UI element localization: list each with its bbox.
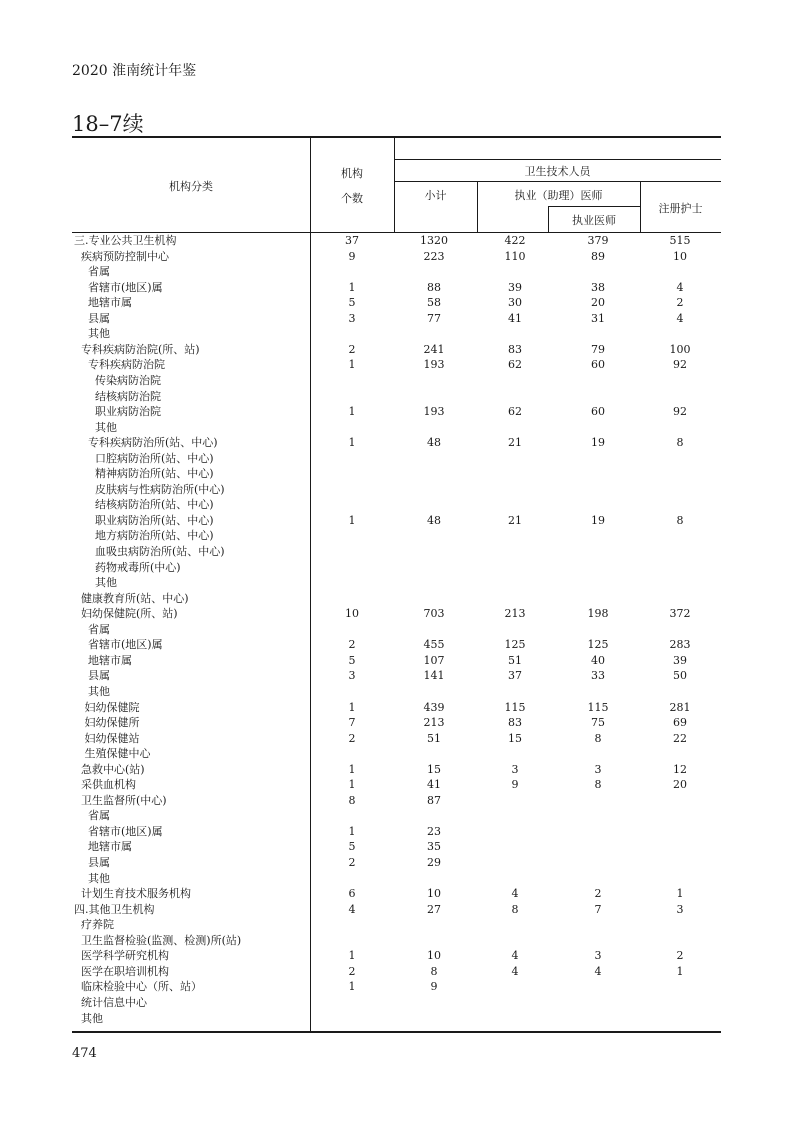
cell-subtotal: 241	[423, 342, 445, 356]
table-row	[72, 342, 721, 358]
row-label: 妇幼保健院(所、站)	[81, 607, 178, 621]
cell-registered-nurse: 92	[673, 358, 687, 372]
cell-registered-nurse: 4	[676, 280, 684, 294]
cell-subtotal: 88	[427, 280, 441, 294]
table-row	[72, 731, 721, 747]
cell-registered-nurse: 10	[673, 249, 687, 263]
table-row	[72, 668, 721, 684]
table-row	[72, 357, 721, 373]
cell-institution-count: 1	[348, 405, 356, 419]
cell-institution-count: 2	[348, 856, 356, 869]
row-label: 传染病防治院	[95, 373, 161, 387]
header-licensed-doctor: 执业医师	[572, 214, 616, 227]
table-row	[72, 513, 721, 529]
cell-licensed-doctor: 115	[587, 700, 609, 714]
row-label: 省辖市(地区)属	[88, 638, 163, 652]
table-row	[72, 575, 721, 591]
cell-physician: 41	[508, 311, 522, 325]
cell-institution-count: 1	[348, 762, 356, 776]
table-row	[72, 746, 721, 762]
table-row	[72, 824, 721, 840]
cell-physician: 62	[508, 358, 522, 372]
cell-physician: 115	[504, 700, 526, 714]
row-label: 急救中心(站)	[81, 762, 145, 776]
cell-licensed-doctor: 198	[587, 607, 609, 621]
row-label: 其他	[95, 420, 117, 434]
cell-institution-count: 2	[348, 964, 356, 978]
row-label: 四.其他卫生机构	[74, 902, 155, 916]
row-label: 疾病预防控制中心	[81, 249, 169, 263]
cell-institution-count: 7	[348, 716, 356, 730]
row-label: 省属	[88, 809, 110, 823]
cell-subtotal: 77	[427, 311, 441, 325]
cell-registered-nurse: 22	[673, 731, 687, 745]
cell-registered-nurse: 39	[673, 653, 687, 667]
row-label: 生殖保健中心	[84, 747, 151, 761]
cell-physician: 4	[511, 949, 519, 963]
cell-physician: 51	[508, 653, 522, 667]
table-row	[72, 933, 721, 949]
table-row	[72, 560, 721, 576]
cell-institution-count: 9	[348, 249, 356, 263]
cell-physician: 15	[508, 731, 522, 745]
row-label: 妇幼保健所	[84, 716, 140, 730]
cell-licensed-doctor: 8	[594, 731, 602, 745]
row-label: 统计信息中心	[81, 995, 147, 1009]
cell-subtotal: 455	[423, 638, 445, 652]
cell-institution-count: 5	[348, 653, 356, 667]
cell-licensed-doctor: 31	[591, 311, 605, 325]
cell-licensed-doctor: 33	[591, 669, 605, 683]
cell-licensed-doctor: 19	[591, 436, 605, 450]
table-row	[72, 793, 721, 809]
table-bottom-rule	[72, 1031, 721, 1033]
cell-institution-count: 3	[348, 669, 356, 683]
cell-registered-nurse: 1	[676, 964, 684, 978]
cell-physician: 39	[508, 280, 522, 294]
cell-registered-nurse: 100	[669, 342, 691, 356]
row-label: 疗养院	[81, 918, 114, 932]
table-row	[72, 373, 721, 389]
table-row	[72, 902, 721, 918]
cell-subtotal: 23	[427, 824, 441, 838]
cell-registered-nurse: 2	[676, 949, 684, 963]
table-row	[72, 964, 721, 980]
cell-institution-count: 4	[348, 902, 356, 916]
row-label: 省辖市(地区)属	[88, 280, 163, 294]
header-divider-count	[394, 138, 395, 232]
cell-subtotal: 15	[427, 762, 441, 776]
table-row	[72, 249, 721, 265]
cell-subtotal: 48	[427, 513, 441, 527]
cell-licensed-doctor: 125	[587, 638, 609, 652]
cell-licensed-doctor: 4	[594, 964, 602, 978]
cell-physician: 21	[508, 436, 522, 450]
table-row	[72, 622, 721, 638]
cell-institution-count: 5	[348, 840, 356, 854]
cell-institution-count: 1	[348, 358, 356, 372]
table-row	[72, 886, 721, 902]
cell-physician: 30	[508, 296, 522, 310]
cell-institution-count: 2	[348, 342, 356, 356]
table-row	[72, 1011, 721, 1027]
row-label: 县属	[88, 311, 110, 325]
header-physician: 执业（助理）医师	[514, 189, 603, 202]
cell-institution-count: 1	[348, 436, 356, 450]
row-label: 地方病防治所(站、中心)	[95, 529, 214, 543]
row-label: 省辖市(地区)属	[88, 824, 163, 838]
row-label: 医学科学研究机构	[81, 949, 169, 963]
row-label: 卫生监督所(中心)	[81, 793, 167, 807]
row-label: 精神病防治所(站、中心)	[95, 467, 214, 481]
cell-physician: 83	[508, 342, 522, 356]
cell-licensed-doctor: 38	[591, 280, 605, 294]
table-row	[72, 777, 721, 793]
cell-licensed-doctor: 19	[591, 513, 605, 527]
row-label: 其他	[88, 327, 110, 341]
row-label: 其他	[95, 576, 117, 590]
table-row	[72, 871, 721, 887]
table-row	[72, 420, 721, 436]
row-label: 其他	[88, 871, 110, 885]
row-label: 地辖市属	[88, 653, 132, 667]
cell-institution-count: 37	[345, 234, 359, 247]
row-label: 地辖市属	[88, 840, 132, 854]
cell-physician: 213	[504, 607, 526, 621]
table-row	[72, 544, 721, 560]
cell-subtotal: 8	[430, 964, 438, 978]
cell-subtotal: 107	[423, 653, 445, 667]
row-label: 其他	[88, 684, 110, 698]
cell-licensed-doctor: 3	[594, 949, 602, 963]
row-label: 专科疾病防治院(所、站)	[81, 342, 200, 356]
header-registered-nurse: 注册护士	[658, 202, 703, 215]
table-row	[72, 528, 721, 544]
cell-registered-nurse: 20	[673, 778, 687, 792]
row-label: 临床检验中心（所、站）	[81, 980, 202, 994]
cell-subtotal: 29	[427, 856, 441, 869]
cell-subtotal: 193	[423, 358, 445, 372]
cell-physician: 4	[511, 964, 519, 978]
cell-subtotal: 439	[423, 700, 445, 714]
cell-subtotal: 10	[427, 887, 441, 901]
cell-physician: 3	[511, 762, 519, 776]
cell-subtotal: 27	[427, 902, 441, 916]
cell-physician: 110	[504, 249, 526, 263]
cell-physician: 83	[508, 716, 522, 730]
cell-institution-count: 3	[348, 311, 356, 325]
cell-institution-count: 10	[345, 607, 359, 621]
header-category: 机构分类	[169, 180, 213, 193]
cell-institution-count: 1	[348, 778, 356, 792]
cell-physician: 37	[508, 669, 522, 683]
table-row	[72, 591, 721, 607]
row-label: 地辖市属	[88, 296, 132, 310]
cell-subtotal: 223	[423, 249, 445, 263]
cell-registered-nurse: 283	[669, 638, 691, 652]
cell-institution-count: 6	[348, 887, 356, 901]
running-head: 2020 淮南统计年鉴	[72, 63, 197, 79]
row-label: 皮肤病与性病防治所(中心)	[95, 482, 225, 496]
cell-registered-nurse: 8	[676, 436, 684, 450]
header-health-tech-staff: 卫生技术人员	[524, 165, 591, 178]
row-label: 县属	[88, 856, 110, 869]
row-label: 专科疾病防治院	[88, 358, 165, 372]
row-label: 省属	[88, 622, 110, 636]
cell-registered-nurse: 3	[676, 902, 684, 916]
cell-physician: 8	[511, 902, 519, 916]
row-label: 卫生监督检验(监测、检测)所(站)	[81, 933, 242, 947]
table-row	[72, 451, 721, 467]
cell-institution-count: 2	[348, 638, 356, 652]
cell-physician: 4	[511, 887, 519, 901]
table-row	[72, 466, 721, 482]
cell-institution-count: 1	[348, 280, 356, 294]
cell-institution-count: 1	[348, 949, 356, 963]
cell-licensed-doctor: 3	[594, 762, 602, 776]
row-label: 计划生育技术服务机构	[81, 887, 191, 901]
row-label: 口腔病防治所(站、中心)	[95, 451, 214, 465]
table-row	[72, 917, 721, 933]
cell-subtotal: 10	[427, 949, 441, 963]
row-label: 职业病防治院	[95, 405, 161, 419]
table-row	[72, 637, 721, 653]
cell-physician: 21	[508, 513, 522, 527]
table-row	[72, 280, 721, 296]
header-subtotal: 小计	[424, 189, 447, 202]
table-row	[72, 233, 721, 249]
cell-institution-count: 1	[348, 513, 356, 527]
table-row	[72, 264, 721, 280]
cell-licensed-doctor: 20	[591, 296, 605, 310]
cell-registered-nurse: 281	[669, 700, 691, 714]
row-label: 医学在职培训机构	[81, 964, 169, 978]
row-label: 妇幼保健院	[84, 700, 140, 714]
cell-physician: 9	[511, 778, 519, 792]
table-row	[72, 995, 721, 1011]
table-row	[72, 979, 721, 995]
row-label: 省属	[88, 265, 110, 279]
cell-subtotal: 213	[423, 716, 445, 730]
header-line-below-health-tech	[394, 181, 721, 182]
table-row	[72, 684, 721, 700]
table-row	[72, 948, 721, 964]
cell-licensed-doctor: 75	[591, 716, 605, 730]
table-row	[72, 497, 721, 513]
table-row	[72, 606, 721, 622]
cell-registered-nurse: 372	[669, 607, 691, 621]
table-row	[72, 855, 721, 871]
row-label: 结核病防治所(站、中心)	[95, 498, 214, 512]
cell-subtotal: 703	[423, 607, 445, 621]
cell-subtotal: 51	[427, 731, 441, 745]
cell-institution-count: 1	[348, 700, 356, 714]
table-row	[72, 389, 721, 405]
table-row	[72, 311, 721, 327]
cell-licensed-doctor: 40	[591, 653, 605, 667]
page-number: 474	[72, 1046, 97, 1061]
cell-subtotal: 193	[423, 405, 445, 419]
cell-licensed-doctor: 2	[594, 887, 602, 901]
cell-registered-nurse: 12	[673, 762, 687, 776]
row-label: 专科疾病防治所(站、中心)	[88, 436, 218, 450]
cell-subtotal: 58	[427, 296, 441, 310]
cell-licensed-doctor: 7	[594, 902, 602, 916]
cell-physician: 125	[504, 638, 526, 652]
cell-registered-nurse: 2	[676, 296, 684, 310]
cell-licensed-doctor: 8	[594, 778, 602, 792]
cell-institution-count: 2	[348, 731, 356, 745]
cell-registered-nurse: 92	[673, 405, 687, 419]
cell-institution-count: 8	[348, 793, 356, 807]
row-label: 采供血机构	[81, 778, 136, 792]
row-label: 血吸虫病防治所(站、中心)	[95, 545, 225, 558]
table-row	[72, 404, 721, 420]
cell-registered-nurse: 8	[676, 513, 684, 527]
table-row	[72, 653, 721, 669]
table-top-rule	[72, 136, 721, 138]
header-line-above-health-tech	[394, 159, 721, 160]
cell-subtotal: 87	[427, 793, 441, 807]
row-label: 妇幼保健站	[84, 731, 140, 745]
header-institution-count-line2: 个数	[341, 192, 363, 205]
cell-subtotal: 41	[427, 778, 441, 792]
table-row	[72, 482, 721, 498]
cell-institution-count: 1	[348, 824, 356, 838]
table-row	[72, 715, 721, 731]
cell-subtotal: 35	[427, 840, 441, 854]
cell-licensed-doctor: 379	[587, 234, 609, 247]
cell-institution-count: 5	[348, 296, 356, 310]
table-row	[72, 295, 721, 311]
table-row	[72, 839, 721, 855]
row-label: 县属	[88, 669, 110, 683]
cell-subtotal: 9	[430, 980, 438, 994]
cell-institution-count: 1	[348, 980, 356, 994]
cell-licensed-doctor: 79	[591, 342, 605, 356]
header-line-below-physician	[548, 206, 640, 207]
table-row	[72, 762, 721, 778]
cell-registered-nurse: 1	[676, 887, 684, 901]
cell-physician: 422	[504, 234, 526, 247]
cell-licensed-doctor: 60	[591, 358, 605, 372]
cell-subtotal: 48	[427, 436, 441, 450]
row-label: 药物戒毒所(中心)	[95, 560, 181, 574]
header-institution-count-line1: 机构	[341, 167, 363, 180]
cell-licensed-doctor: 89	[591, 249, 605, 263]
cell-registered-nurse: 4	[676, 311, 684, 325]
cell-registered-nurse: 515	[669, 234, 691, 247]
cell-registered-nurse: 50	[673, 669, 687, 683]
table-row	[72, 700, 721, 716]
cell-subtotal: 141	[423, 669, 445, 683]
table-title: 18–7续	[72, 112, 144, 136]
table-row	[72, 808, 721, 824]
table-row	[72, 435, 721, 451]
row-label: 职业病防治所(站、中心)	[95, 513, 214, 527]
cell-physician: 62	[508, 405, 522, 419]
cell-registered-nurse: 69	[673, 716, 687, 730]
table-row	[72, 326, 721, 342]
cell-subtotal: 1320	[420, 234, 448, 247]
row-label: 其他	[81, 1011, 103, 1025]
row-label: 结核病防治院	[95, 389, 161, 403]
row-label: 三.专业公共卫生机构	[74, 234, 177, 247]
row-label: 健康教育所(站、中心)	[81, 591, 189, 605]
cell-licensed-doctor: 60	[591, 405, 605, 419]
